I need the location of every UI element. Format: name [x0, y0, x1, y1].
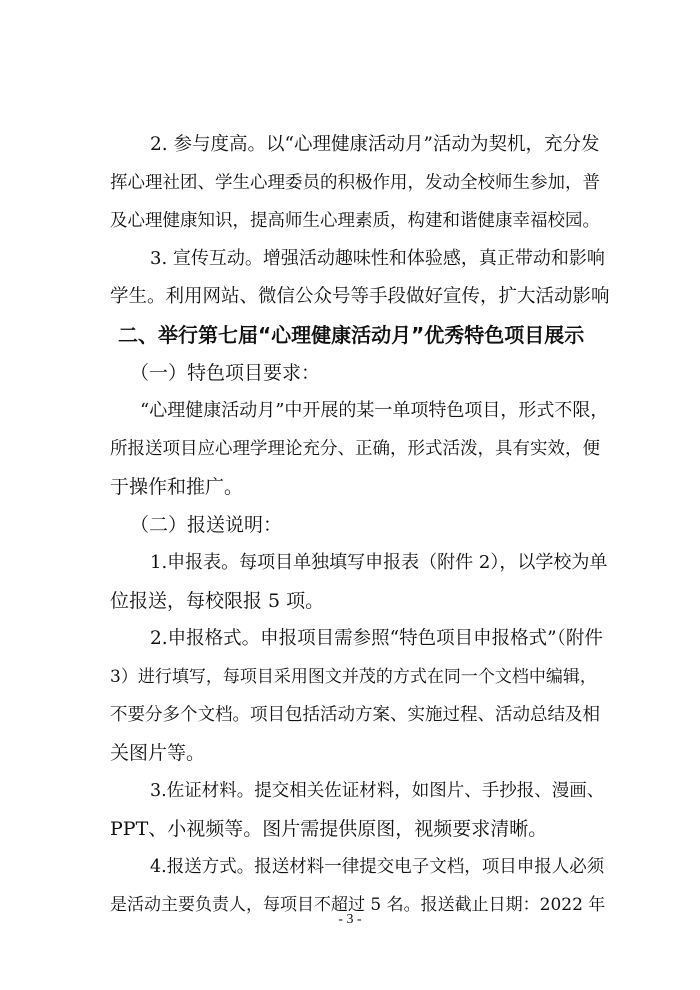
paragraph-line: 关图片等。 — [110, 742, 206, 764]
paragraph-line: 位报送，每校限报 5 项。 — [110, 590, 325, 612]
paragraph-line: 2. 参与度高。以“心理健康活动月”活动为契机，充分发 — [150, 134, 600, 155]
paragraph-line: 挥心理社团、学生心理委员的积极作用，发动全校师生参加，普 — [110, 173, 600, 193]
paragraph-line: 所报送项目应心理学理论充分、正确，形式活泼，具有实效，便 — [110, 439, 600, 459]
paragraph-line: 2.申报格式。申报项目需参照“特色项目申报格式”（附件 — [150, 628, 603, 649]
paragraph-line: PPT、小视频等。图片需提供原图，视频要求清晰。 — [110, 818, 548, 840]
paragraph-line: 是活动主要负责人，每项目不超过 5 名。报送截止日期：2022 年 — [110, 895, 606, 915]
page-number: - 3 - — [338, 912, 362, 927]
paragraph-line: 于操作和推广。 — [110, 476, 244, 498]
paragraph-line: 4.报送方式。报送材料一律提交电子文档，项目申报人必须 — [150, 857, 605, 877]
paragraph-line: 3）进行填写，每项目采用图文并茂的方式在同一个文档中编辑， — [110, 667, 597, 687]
subsection-heading: （二）报送说明： — [130, 514, 283, 536]
paragraph-line: 及心理健康知识，提高师生心理素质，构建和谐健康幸福校园。 — [110, 211, 600, 231]
paragraph-line: “心理健康活动月”中开展的某一单项特色项目，形式不限， — [140, 400, 609, 421]
subsection-heading: （一）特色项目要求： — [130, 362, 321, 384]
paragraph-line: 不要分多个文档。项目包括活动方案、实施过程、活动总结及相 — [110, 705, 600, 725]
paragraph-line: 学生。利用网站、微信公众号等手段做好宣传，扩大活动影响 — [110, 286, 610, 307]
paragraph-line: 1.申报表。每项目单独填写申报表（附件 2），以学校为单 — [150, 552, 608, 573]
paragraph-line: 3.佐证材料。提交相关佐证材料，如图片、手抄报、漫画、 — [150, 781, 605, 801]
paragraph-line: 3. 宣传互动。增强活动趣味性和体验感，真正带动和影响 — [150, 248, 605, 269]
section-heading: 二、举行第七届“心理健康活动月”优秀特色项目展示 — [118, 323, 585, 347]
